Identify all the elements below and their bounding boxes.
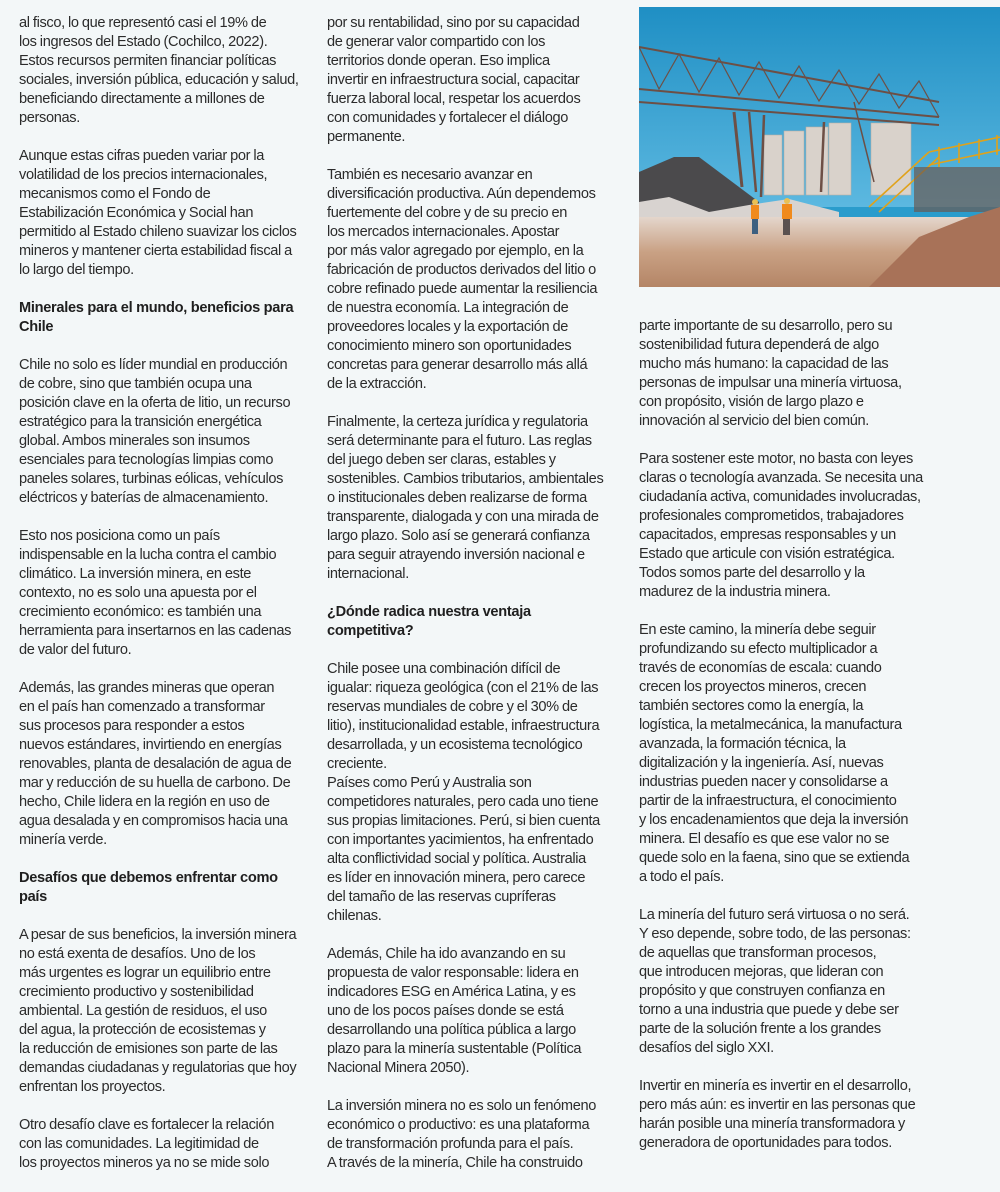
text-line: volatilidad de los precios internacionales, — [19, 167, 268, 183]
text-line: A través de la minería, Chile ha construido — [327, 1155, 583, 1171]
text-line: no está exenta de desafíos. Uno de los — [19, 946, 256, 962]
text-line: Estabilización Económica y Social han — [19, 205, 254, 221]
text-line: ambiental. La gestión de residuos, el uso — [19, 1003, 267, 1019]
text-line: los proyectos mineros ya no se mide solo — [19, 1155, 270, 1171]
text-line: En este camino, la minería debe seguir — [639, 622, 876, 638]
paragraph — [19, 1116, 309, 1173]
text-line: Y eso depende, sobre todo, de las personas: — [639, 926, 911, 942]
text-line: renovables, planta de desalación de agua de — [19, 756, 292, 772]
text-line: Además, las grandes mineras que operan — [19, 680, 275, 696]
text-line: indicadores ESG en América Latina, y es — [327, 984, 576, 1000]
text-line: propuesta de valor responsable: lidera en — [327, 965, 579, 981]
text-line: fuertemente del cobre y de su precio en — [327, 205, 568, 221]
text-line: nuevos estándares, invirtiendo en energías — [19, 737, 282, 753]
text-line: que introducen mejoras, que lideran con — [639, 964, 884, 980]
text-line: económico o productivo: es una plataforma — [327, 1117, 590, 1133]
text-line: enfrentan los proyectos. — [19, 1079, 166, 1095]
text-line: demandas ciudadanas y regulatorias que hoy — [19, 1060, 297, 1076]
paragraph — [639, 317, 939, 431]
text-line: del tamaño de las reservas cupríferas — [327, 889, 556, 905]
paragraph — [639, 621, 939, 887]
text-line: Otro desafío clave es fortalecer la relación — [19, 1117, 274, 1133]
text-line: los mercados internacionales. Apostar — [327, 224, 560, 240]
text-line: quede solo en la faena, sino que se extienda — [639, 850, 910, 866]
text-line: permitido al Estado chileno suavizar los ciclos — [19, 224, 297, 240]
text-line: profesionales comprometidos, trabajadores — [639, 508, 904, 524]
text-line: internacional. — [327, 566, 409, 582]
section-heading — [19, 299, 309, 337]
text-line: agua desalada y en compromisos hacia una — [19, 813, 288, 829]
text-line: Chile posee una combinación difícil de — [327, 661, 561, 677]
text-line: fabricación de productos derivados del litio o — [327, 262, 596, 278]
text-line: y los encadenamientos que deja la inversión — [639, 812, 909, 828]
text-line: será determinante para el futuro. Las reglas — [327, 433, 592, 449]
text-line: lo largo del tiempo. — [19, 262, 134, 278]
text-line: minera. El desafío es que ese valor no se — [639, 831, 890, 847]
text-line: Chile no solo es líder mundial en producción — [19, 357, 288, 373]
text-line: diversificación productiva. Aún dependemos — [327, 186, 596, 202]
text-line: Todos somos parte del desarrollo y la — [639, 565, 865, 581]
text-line: largo plazo. Solo así se generará confianza — [327, 528, 590, 544]
text-line: contexto, no es solo una apuesta por el — [19, 585, 257, 601]
text-line: por más valor agregado por ejemplo, en la — [327, 243, 584, 259]
paragraph — [19, 679, 309, 850]
text-line: Nacional Minera 2050). — [327, 1060, 470, 1076]
text-line: de la extracción. — [327, 376, 427, 392]
paragraph — [639, 450, 939, 602]
text-line: ¿Dónde radica nuestra ventaja competitiva? — [327, 604, 531, 639]
text-line: Estos recursos permiten financiar políticas — [19, 53, 277, 69]
text-line: Minerales para el mundo, beneficios para — [19, 300, 294, 316]
text-line: con propósito, visión de largo plazo e — [639, 394, 864, 410]
text-line: igualar: riqueza geológica (con el 21% de las — [327, 680, 599, 696]
article-column-2 — [327, 14, 617, 1192]
text-line: a todo el país. — [639, 869, 724, 885]
text-line: innovación al servicio del bien común. — [639, 413, 869, 429]
text-line: personas. — [19, 110, 80, 126]
text-line: crecimiento económico: es también una — [19, 604, 262, 620]
text-line: mar y reducción de su huella de carbono. De — [19, 775, 291, 791]
text-line: generadora de oportunidades para todos. — [639, 1135, 892, 1151]
text-line: cobre refinado puede aumentar la resiliencia — [327, 281, 598, 297]
text-line: de transformación profunda para el país. — [327, 1136, 574, 1152]
text-line: industrias pueden nacer y consolidarse a — [639, 774, 888, 790]
text-line: Aunque estas cifras pueden variar por la — [19, 148, 265, 164]
text-line: uno de los pocos países donde se está — [327, 1003, 564, 1019]
paragraph — [639, 906, 939, 1058]
text-line: pero más aún: es invertir en las personas que — [639, 1097, 916, 1113]
text-line: también sectores como la energía, la — [639, 698, 864, 714]
article-column-1 — [19, 14, 309, 1192]
paragraph — [19, 147, 309, 280]
text-line: plazo para la minería sustentable (Política — [327, 1041, 582, 1057]
text-line: o institucionales deben realizarse de forma — [327, 490, 587, 506]
text-line: torno a una industria que puede y debe ser — [639, 1002, 899, 1018]
text-line: Finalmente, la certeza jurídica y regulatoria — [327, 414, 588, 430]
text-line: partir de la infraestructura, el conocimiento — [639, 793, 897, 809]
text-line: La minería del futuro será virtuosa o no será. — [639, 907, 910, 923]
text-line: crecen los proyectos mineros, crecen — [639, 679, 867, 695]
text-line: desafíos del siglo XXI. — [639, 1040, 774, 1056]
text-line: mecanismos como el Fondo de — [19, 186, 211, 202]
text-line: profundizando su efecto multiplicador a — [639, 641, 878, 657]
text-line: sus propias limitaciones. Perú, si bien cuenta — [327, 813, 600, 829]
text-line: digitalización y la ingeniería. Así, nuevas — [639, 755, 884, 771]
text-line: de generar valor compartido con los — [327, 34, 546, 50]
text-line: transparente, dialogada y con una mirada de — [327, 509, 599, 525]
paragraph — [327, 774, 617, 926]
text-line: del agua, la protección de ecosistemas y — [19, 1022, 266, 1038]
section-heading — [19, 869, 309, 907]
text-line: invertir en infraestructura social, capacitar — [327, 72, 580, 88]
text-line: Países como Perú y Australia son — [327, 775, 532, 791]
article-column-3 — [639, 317, 939, 1172]
paragraph — [327, 413, 617, 584]
text-line: proveedores locales y la exportación de — [327, 319, 569, 335]
text-line: sociales, inversión pública, educación y salud, — [19, 72, 299, 88]
paragraph — [327, 1097, 617, 1173]
text-line: competidores naturales, pero cada uno tiene — [327, 794, 599, 810]
text-line: con importantes yacimientos, ha enfrentado — [327, 832, 594, 848]
text-line: de valor del futuro. — [19, 642, 132, 658]
text-line: través de economías de escala: cuando — [639, 660, 882, 676]
section-heading — [327, 603, 617, 641]
text-line: eléctricos y baterías de almacenamiento. — [19, 490, 269, 506]
text-line: alta conflictividad social y política. Australia — [327, 851, 586, 867]
text-line: claras o tecnología avanzada. Se necesita una — [639, 470, 923, 486]
text-line: hecho, Chile lidera en la región en uso de — [19, 794, 270, 810]
text-line: Chile — [19, 319, 54, 335]
text-line: litio), institucionalidad estable, infraestructura — [327, 718, 600, 734]
paragraph — [19, 527, 309, 660]
text-line: Estado que articule con visión estratégica. — [639, 546, 895, 562]
text-line: desarrollada, y un ecosistema tecnológico — [327, 737, 583, 753]
text-line: herramienta para insertarnos en las cadenas — [19, 623, 292, 639]
mining-plant-photo — [639, 7, 1000, 287]
text-line: concretas para generar desarrollo más allá — [327, 357, 588, 373]
paragraph — [327, 14, 617, 147]
text-line: mucho más humano: la capacidad de las — [639, 356, 889, 372]
text-line: del juego deben ser claras, estables y — [327, 452, 556, 468]
paragraph — [327, 945, 617, 1078]
text-line: capacitados, empresas responsables y un — [639, 527, 896, 543]
paragraph — [19, 926, 309, 1097]
text-line: indispensable en la lucha contra el cambio — [19, 547, 277, 563]
text-line: permanente. — [327, 129, 406, 145]
text-line: ciudadanía activa, comunidades involucradas, — [639, 489, 921, 505]
text-line: harán posible una minería transformadora y — [639, 1116, 905, 1132]
text-line: Para sostener este motor, no basta con leyes — [639, 451, 913, 467]
text-line: Invertir en minería es invertir en el desarrollo, — [639, 1078, 912, 1094]
text-line: Desafíos que debemos enfrentar como país — [19, 870, 278, 905]
paragraph — [639, 1077, 939, 1153]
text-line: reservas mundiales de cobre y el 30% de — [327, 699, 578, 715]
text-line: madurez de la industria minera. — [639, 584, 831, 600]
text-line: personas de impulsar una minería virtuosa, — [639, 375, 902, 391]
text-line: es líder en innovación minera, pero carece — [327, 870, 586, 886]
text-line: posición clave en la oferta de litio, un recurso — [19, 395, 291, 411]
text-line: territorios donde operan. Eso implica — [327, 53, 550, 69]
text-line: creciente. — [327, 756, 387, 772]
text-line: avanzada, la formación técnica, la — [639, 736, 846, 752]
photo-illustration — [639, 7, 1000, 287]
text-line: fuerza laboral local, respetar los acuerdos — [327, 91, 581, 107]
text-line: logística, la metalmecánica, la manufactura — [639, 717, 902, 733]
text-line: por su rentabilidad, sino por su capacidad — [327, 15, 580, 31]
text-line: con comunidades y fortalecer el diálogo — [327, 110, 569, 126]
paragraph — [327, 660, 617, 774]
text-line: estratégico para la transición energética — [19, 414, 262, 430]
text-line: paneles solares, turbinas eólicas, vehículos — [19, 471, 284, 487]
text-line: de aquellas que transforman procesos, — [639, 945, 877, 961]
text-line: los ingresos del Estado (Cochilco, 2022). — [19, 34, 268, 50]
text-line: parte de la solución frente a los grandes — [639, 1021, 881, 1037]
text-line: desarrollando una política pública a largo — [327, 1022, 576, 1038]
text-line: más urgentes es lograr un equilibrio entre — [19, 965, 271, 981]
text-line: esenciales para tecnologías limpias como — [19, 452, 274, 468]
text-line: Además, Chile ha ido avanzando en su — [327, 946, 566, 962]
text-line: para seguir atrayendo inversión nacional e — [327, 547, 585, 563]
text-line: la reducción de emisiones son parte de las — [19, 1041, 278, 1057]
text-line: al fisco, lo que representó casi el 19% de — [19, 15, 267, 31]
paragraph — [327, 166, 617, 394]
paragraph — [19, 356, 309, 508]
text-line: beneficiando directamente a millones de — [19, 91, 265, 107]
text-line: crecimiento productivo y sostenibilidad — [19, 984, 254, 1000]
text-line: sostenibilidad futura dependerá de algo — [639, 337, 879, 353]
text-line: mineros y mantener cierta estabilidad fiscal a — [19, 243, 292, 259]
text-line: sostenibles. Cambios tributarios, ambientales — [327, 471, 604, 487]
text-line: conocimiento minero son oportunidades — [327, 338, 572, 354]
text-line: sus procesos para responder a estos — [19, 718, 245, 734]
text-line: parte importante de su desarrollo, pero su — [639, 318, 893, 334]
silos — [764, 123, 911, 195]
text-line: propósito y que construyen confianza en — [639, 983, 885, 999]
text-line: en el país han comenzado a transformar — [19, 699, 265, 715]
paragraph — [19, 14, 309, 128]
text-line: con las comunidades. La legitimidad de — [19, 1136, 259, 1152]
text-line: global. Ambos minerales son insumos — [19, 433, 250, 449]
text-line: de nuestra economía. La integración de — [327, 300, 569, 316]
text-line: climático. La inversión minera, en este — [19, 566, 252, 582]
text-line: chilenas. — [327, 908, 382, 924]
text-line: Esto nos posiciona como un país — [19, 528, 220, 544]
text-line: minería verde. — [19, 832, 107, 848]
text-line: A pesar de sus beneficios, la inversión minera — [19, 927, 297, 943]
text-line: También es necesario avanzar en — [327, 167, 533, 183]
text-line: de cobre, sino que también ocupa una — [19, 376, 252, 392]
text-line: La inversión minera no es solo un fenómeno — [327, 1098, 596, 1114]
